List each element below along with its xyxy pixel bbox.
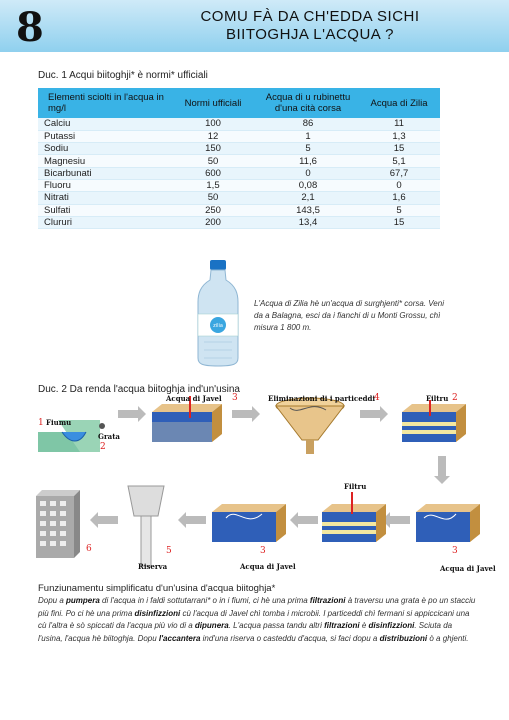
- table-cell: Putassi: [38, 130, 168, 142]
- table-cell: 250: [168, 204, 258, 216]
- table-header-row: [38, 88, 440, 118]
- table-cell: 86: [258, 118, 358, 130]
- step-number: 6: [86, 544, 92, 554]
- table-cell: 67,7: [358, 167, 440, 179]
- table-cell: 11: [358, 118, 440, 130]
- table-row: [38, 179, 440, 191]
- table-cell: 50: [168, 192, 258, 204]
- doc1-heading: Duc. 1 Acqui biitoghji* è normi* ufficiali: [38, 70, 208, 81]
- label-filtru-bottom: Filtru: [344, 482, 367, 491]
- table-row: [38, 143, 440, 155]
- table-cell: 1: [258, 130, 358, 142]
- table-row: [38, 204, 440, 216]
- table-cell: 5: [258, 143, 358, 155]
- bottle-caption: L'Acqua di Zilia hè un'acqua di surghjenti* corsa. Veni da a Balagna, esci da i fianchi di u Monti Grossu, chì misura 1 800 m.: [254, 299, 444, 332]
- table-cell: 50: [168, 155, 258, 167]
- step-number: 1: [38, 418, 44, 428]
- column-header: Acqua di u rubinettu d'una cità corsa: [258, 88, 358, 118]
- key-term: dipunera: [194, 621, 229, 630]
- table-cell: 1,3: [358, 130, 440, 142]
- page-title: [140, 8, 480, 44]
- table-cell: 143,5: [258, 204, 358, 216]
- key-term: disinfizzioni: [368, 621, 415, 630]
- table-cell: 0,08: [258, 179, 358, 191]
- key-term: distribuzioni: [379, 633, 428, 643]
- explanation-body: [38, 595, 478, 645]
- step-number: 2: [100, 442, 106, 452]
- column-header: Normi ufficiali: [168, 88, 258, 118]
- text-run: à traversu una grata è po un stacciu più fini. Po ci hè una prima: [38, 596, 476, 618]
- text-run: è: [359, 621, 369, 630]
- table-cell: 100: [168, 118, 258, 130]
- text-run: ò a ghjenti.: [427, 633, 469, 643]
- step-number: 3: [232, 393, 238, 403]
- table-row: [38, 216, 440, 228]
- step-number: 3: [260, 546, 266, 556]
- page-header: [0, 0, 509, 52]
- text-run: . Sciuta da l'usina, l'acqua hè biitoghja. Dopu: [38, 621, 453, 643]
- table-cell: 13,4: [258, 216, 358, 228]
- bottle-brand-label: zilia: [213, 323, 223, 329]
- water-treatment-diagram: [0, 393, 509, 580]
- table-cell: 600: [168, 167, 258, 179]
- doc2-heading: Duc. 2 Da renda l'acqua biitoghja ind'un'usina: [38, 384, 240, 395]
- table-row: [38, 130, 440, 142]
- diagram-graphics: [0, 396, 509, 580]
- table-row: [38, 118, 440, 130]
- page-number: 8: [16, 4, 44, 51]
- key-term: filtrazioni: [324, 621, 360, 630]
- table-cell: 1,6: [358, 192, 440, 204]
- title-line-2: BIITOGHJA L'ACQUA ?: [226, 26, 394, 43]
- text-run: di l'acqua in i faldi sottutarrani* o in i fiumi, ci hè una prima: [99, 596, 310, 605]
- table-cell: Nitrati: [38, 192, 168, 204]
- explanation-heading: Funziunamentu simplificatu d'un'usina d'acqua biitoghja*: [38, 583, 276, 594]
- mineral-table: [38, 88, 440, 229]
- label-javel-b1: Acqua di Javel: [240, 562, 296, 571]
- table-cell: 150: [168, 143, 258, 155]
- table-cell: 5: [358, 204, 440, 216]
- label-filtru-top: Filtru: [426, 394, 449, 403]
- step-number: 5: [166, 546, 172, 556]
- label-eliminazioni: Eliminazioni di i particeddi: [268, 394, 376, 403]
- label-javel-b2: Acqua di Javel: [440, 564, 496, 573]
- table-cell: Bicarbunati: [38, 167, 168, 179]
- table-cell: 0: [358, 179, 440, 191]
- table-cell: 1,5: [168, 179, 258, 191]
- text-run: cù l'acqua di Javel chì tomba i microbii. I particeddi chì fermani si appiccicani una cù l'altra è sò spiccati da l'acqua più vio di a: [38, 608, 470, 630]
- key-term: pumpera: [66, 596, 100, 605]
- label-javel-top: Acqua di Javel: [166, 394, 222, 403]
- label-riserva: Riserva: [138, 562, 168, 571]
- text-run: . L'acqua passa tandu altri: [228, 621, 325, 630]
- table-cell: 200: [168, 216, 258, 228]
- text-run: ind'una riserva o casteddu d'acqua, si faci dopu a: [200, 633, 380, 643]
- table-cell: Clururi: [38, 216, 168, 228]
- table-cell: 15: [358, 143, 440, 155]
- table-row: [38, 155, 440, 167]
- table-cell: 2,1: [258, 192, 358, 204]
- table-cell: Sodiu: [38, 143, 168, 155]
- table-cell: 11,6: [258, 155, 358, 167]
- table-cell: Fluoru: [38, 179, 168, 191]
- table-row: [38, 167, 440, 179]
- table-cell: Calciu: [38, 118, 168, 130]
- table-cell: 15: [358, 216, 440, 228]
- water-bottle-image: [190, 258, 246, 368]
- text-run: Dopu a: [38, 596, 67, 605]
- label-fiumu: Fiumu: [46, 418, 72, 427]
- table-row: [38, 192, 440, 204]
- table-cell: 12: [168, 130, 258, 142]
- step-number: 3: [452, 546, 458, 556]
- table-cell: 5,1: [358, 155, 440, 167]
- table-cell: Magnesiu: [38, 155, 168, 167]
- step-number: 4: [374, 393, 380, 403]
- key-term: l'accantera: [158, 633, 201, 643]
- column-header: Elementi sciolti in l'acqua in mg/l: [38, 88, 168, 118]
- column-header: Acqua di Zilia: [358, 88, 440, 118]
- table-cell: Sulfati: [38, 204, 168, 216]
- label-grata: Grata: [98, 432, 120, 441]
- title-line-1: COMU FÀ DA CH'EDDA SICHI: [200, 8, 420, 25]
- key-term: filtrazioni: [309, 596, 346, 605]
- table-cell: 0: [258, 167, 358, 179]
- key-term: disinfizzioni: [134, 608, 181, 618]
- step-number: 2: [452, 393, 458, 403]
